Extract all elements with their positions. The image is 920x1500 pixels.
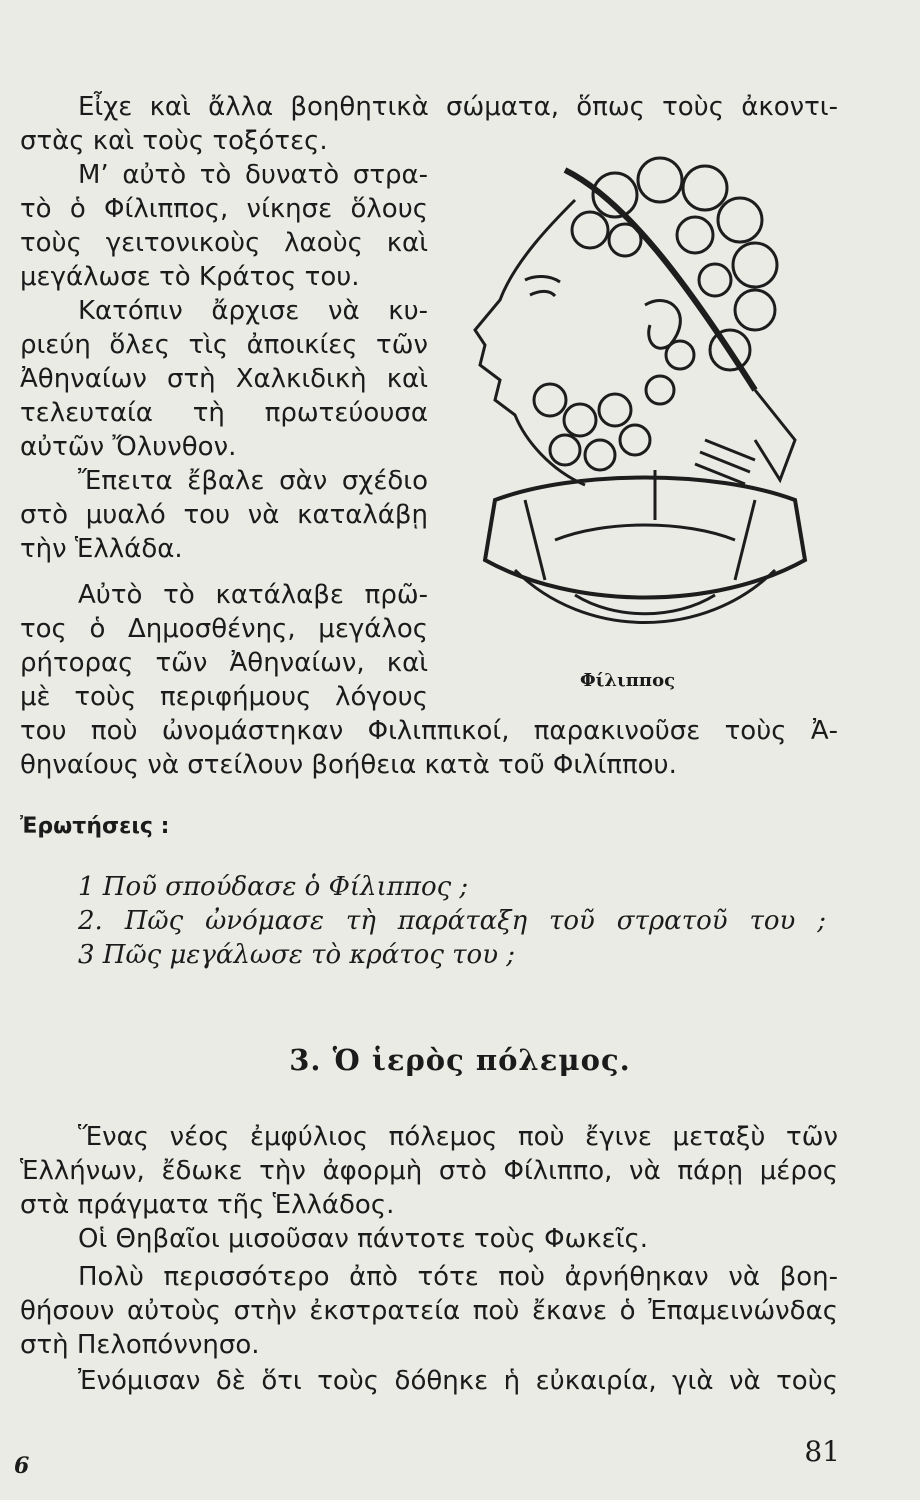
question-item: 1 Ποῦ σπούδασε ὁ Φίλιππος ;	[78, 872, 469, 902]
text-line: Ἔπειτα ἔβαλε σὰν σχέδιο	[78, 466, 428, 496]
text-line: Εἶχε καὶ ἄλλα βοηθητικὰ σώματα, ὅπως τοὺς ἀκοντι-	[78, 92, 838, 122]
signature-mark: 6	[14, 1453, 30, 1479]
text-line: του ποὺ ὠνομάστηκαν Φιλιππικοί, παρακινοῦσε τοὺς Ἀ-	[20, 716, 838, 746]
text-line: Αὐτὸ τὸ κατάλαβε πρῶ-	[78, 580, 428, 610]
text-line: μεγάλωσε τὸ Κράτος του.	[20, 262, 360, 292]
text-line: Ἐνόμισαν δὲ ὅτι τοὺς δόθηκε ἡ εὐκαιρία, γιὰ νὰ τοὺς	[78, 1366, 838, 1396]
philip-portrait-bust-icon	[455, 140, 835, 670]
text-line: τος ὁ Δημοσθένης, μεγάλος	[20, 614, 428, 644]
text-line: στὴ Πελοπόννησο.	[20, 1330, 260, 1360]
text-line: ριεύη ὅλες τὶς ἀποικίες τῶν	[20, 330, 428, 360]
text-line: μὲ τοὺς περιφήμους λόγους	[20, 682, 428, 712]
text-line: στὰ πράγματα τῆς Ἑλλάδος.	[20, 1190, 395, 1220]
philip-portrait-figure	[455, 140, 835, 670]
text-line: τοὺς γειτονικοὺς λαοὺς καὶ	[20, 228, 428, 258]
text-line: Ἀθηναίων στὴ Χαλκιδικὴ καὶ	[20, 364, 428, 394]
figure-caption: Φίλιππος	[580, 670, 676, 691]
text-line: τὴν Ἑλλάδα.	[20, 534, 183, 564]
text-line: Ἑλλήνων, ἔδωκε τὴν ἀφορμὴ στὸ Φίλιππο, νὰ πάρῃ μέρος	[20, 1156, 838, 1186]
text-line: Πολὺ περισσότερο ἀπὸ τότε ποὺ ἀρνήθηκαν νὰ βοη-	[78, 1262, 838, 1292]
section-title: 3. Ὁ ἱερὸς πόλεμος.	[289, 1043, 631, 1077]
question-item: 2. Πῶς ὠνόμασε τὴ παράταξη τοῦ στρατοῦ του ;	[78, 906, 826, 936]
text-line: Μ’ αὐτὸ τὸ δυνατὸ στρα-	[78, 160, 428, 190]
text-line: τελευταία τὴ πρωτεύουσα	[20, 398, 428, 428]
text-line: στὸ μυαλό του νὰ καταλάβῃ	[20, 500, 428, 530]
text-line: αὐτῶν Ὄλυνθον.	[20, 432, 237, 462]
text-line: στὰς καὶ τοὺς τοξότες.	[20, 126, 328, 156]
text-line: τὸ ὁ Φίλιππος, νίκησε ὅλους	[20, 194, 428, 224]
text-line: θήσουν αὐτοὺς στὴν ἐκστρατεία ποὺ ἔκανε ὁ Ἐπαμεινώνδας	[20, 1296, 838, 1326]
text-line: Οἱ Θηβαῖοι μισοῦσαν πάντοτε τοὺς Φωκεῖς.	[78, 1224, 649, 1254]
text-line: θηναίους νὰ στείλουν βοήθεια κατὰ τοῦ Φιλίππου.	[20, 750, 677, 780]
questions-heading: Ἐρωτήσεις :	[20, 814, 170, 839]
text-line: Ἕνας νέος ἐμφύλιος πόλεμος ποὺ ἔγινε μεταξὺ τῶν	[78, 1122, 838, 1152]
text-line: Κατόπιν ἄρχισε νὰ κυ-	[78, 296, 428, 326]
text-line: ρήτορας τῶν Ἀθηναίων, καὶ	[20, 648, 428, 678]
question-item: 3 Πῶς μεγάλωσε τὸ κράτος του ;	[78, 940, 516, 970]
page-number: 81	[804, 1435, 840, 1468]
